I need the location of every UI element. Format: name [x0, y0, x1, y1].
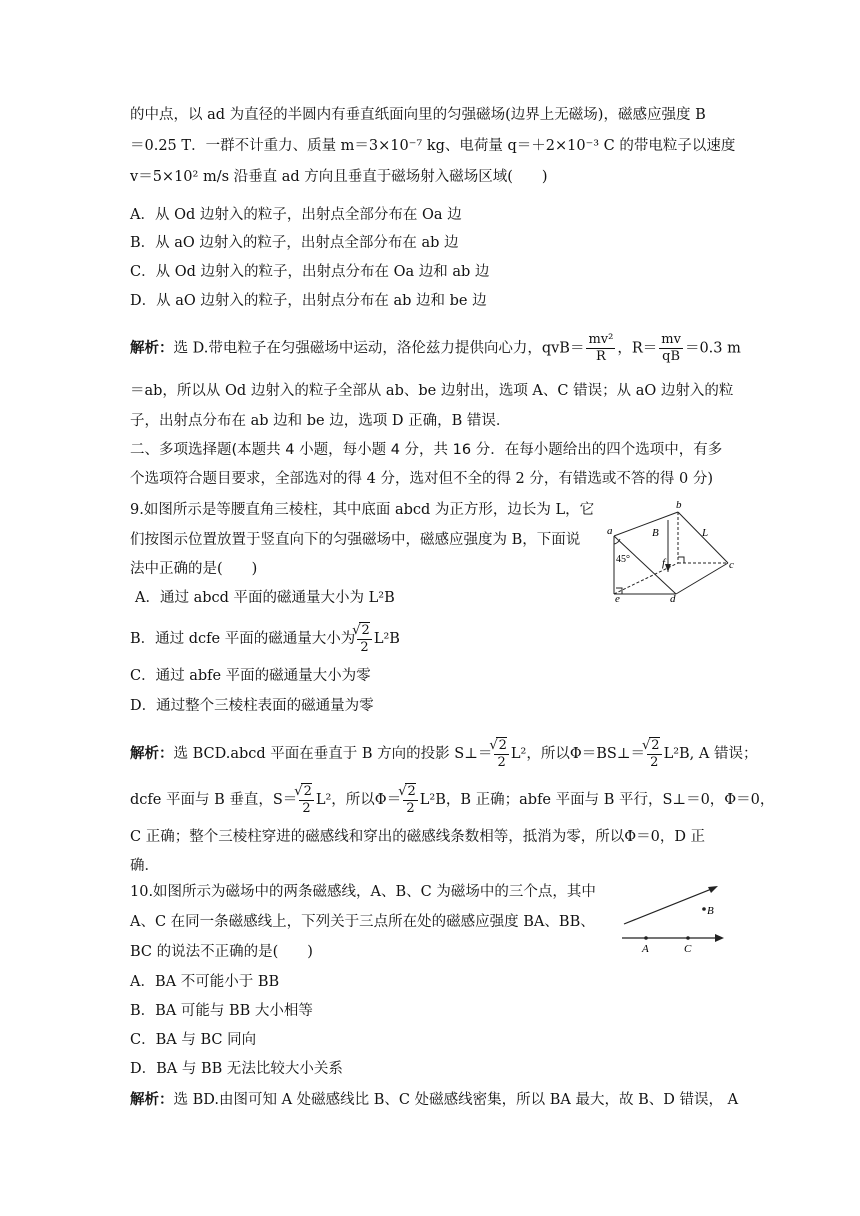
- q10-option-c: C．BA 与 BC 同向: [130, 1032, 257, 1048]
- q9-option-c: C．通过 abfe 平面的磁通量大小为零: [130, 668, 371, 684]
- q8-option-b: B．从 aO 边射入的粒子，出射点全部分布在 ab 边: [130, 235, 459, 251]
- q8-stem-line3: v＝5×10² m/s 沿垂直 ad 方向且垂直于磁场射入磁场区域( ): [130, 169, 548, 185]
- analysis-label: 解析：: [130, 1092, 174, 1108]
- q8-analysis-line3: 子，出射点分布在 ab 边和 be 边，选项 D 正确，B 错误．: [130, 413, 511, 429]
- q9-analysis-line3: C 正确；整个三棱柱穿进的磁感线和穿出的磁感线条数相等，抵消为零，所以Φ＝0，D 正: [130, 829, 706, 845]
- q9-analysis-line4: 确．: [130, 858, 159, 874]
- fraction: √ $\frac{2}{2}$: [403, 783, 418, 817]
- q10-stem-line2: A、C 在同一条磁感线上，下列关于三点所在处的磁感应强度 BA、BB、: [130, 914, 595, 930]
- q10-stem-line1: 10.如图所示为磁场中的两条磁感线，A、B、C 为磁场中的三个点，其中: [130, 884, 596, 900]
- analysis-label: 解析：: [130, 340, 174, 357]
- q9-option-b: B．通过 dcfe 平面的磁通量大小为 √ $\frac{2}{2}$ L²B: [130, 622, 400, 656]
- fraction: $\frac{\text{mv²}}{R}$: [588, 332, 614, 364]
- q10-option-d: D．BA 与 BB 无法比较大小关系: [130, 1061, 343, 1077]
- label-C: C: [684, 943, 692, 955]
- fraction: √ $\frac{2}{2}$: [647, 737, 662, 771]
- section-header-line1: 二、多项选择题(本题共 4 小题，每小题 4 分，共 16 分．在每小题给出的四个选项中，有多: [130, 442, 723, 458]
- q9-analysis-line1: 解析：选 BCD.abcd 平面在垂直于 B 方向的投影 S⊥＝ √ $\frac{2}{2}$ L²，所以Φ＝BS⊥＝ √ $\frac{2}{2}$ L²B, A 错误；: [130, 737, 757, 771]
- section-header-line2: 个选项符合题目要求，全部选对的得 4 分，选对但不全的得 2 分，有错选或不答的得 0 分): [130, 471, 713, 487]
- label-e: e: [615, 593, 620, 602]
- label-angle: 45°: [616, 554, 630, 565]
- label-L: L: [702, 527, 709, 539]
- q8-stem-line1: 的中点，以 ad 为直径的半圆内有垂直纸面向里的匀强磁场(边界上无磁场)，磁感应强度 B: [130, 107, 706, 123]
- analysis-label: 解析：: [130, 746, 174, 762]
- fraction: √ $\frac{2}{2}$: [299, 783, 314, 817]
- label-B: B: [707, 905, 714, 917]
- label-f: f: [662, 557, 666, 569]
- label-b: b: [676, 499, 682, 511]
- field-lines-figure: [618, 878, 730, 958]
- fraction: $\frac{mv}{qB}$: [661, 332, 681, 364]
- q9-stem-line2: 们按图示位置放置于竖直向下的匀强磁场中，磁感应强度为 B，下面说: [130, 532, 581, 548]
- q9-option-a: A．通过 abcd 平面的磁通量大小为 L²B: [135, 590, 395, 606]
- q10-stem-line3: BC 的说法不正确的是( ): [130, 944, 313, 960]
- label-d: d: [670, 593, 676, 602]
- q9-stem-line1: 9.如图所示是等腰直角三棱柱，其中底面 abcd 为正方形，边长为 L，它: [130, 502, 595, 518]
- q8-stem-line2: ＝0.25 T．一群不计重力、质量 m＝3×10⁻⁷ kg、电荷量 q＝＋2×10⁻³ C 的带电粒子以速度: [130, 138, 736, 154]
- q10-option-a: A．BA 不可能小于 BB: [130, 974, 280, 990]
- q8-analysis-line1: 解析：选 D.带电粒子在匀强磁场中运动，洛伦兹力提供向心力，qvB＝ $\frac{\text{mv²}}{R}$ ，R＝ $\frac{mv}{qB}$ ＝0.3 m: [130, 332, 741, 364]
- prism-figure: [606, 498, 736, 602]
- q9-option-d: D．通过整个三棱柱表面的磁通量为零: [130, 698, 374, 714]
- fraction: √ $\frac{2}{2}$: [494, 737, 509, 771]
- q10-analysis-line1: 解析：选 BD.由图可知 A 处磁感线比 B、C 处磁感线密集，所以 BA 最大，故 B、D 错误， A: [130, 1092, 739, 1108]
- q8-option-a: A．从 Od 边射入的粒子，出射点全部分布在 Oa 边: [130, 207, 462, 223]
- q9-stem-line3: 法中正确的是( ): [130, 561, 258, 577]
- q8-option-c: C．从 Od 边射入的粒子，出射点分布在 Oa 边和 ab 边: [130, 264, 490, 280]
- label-a: a: [607, 525, 613, 537]
- q8-analysis-line2: ＝ab，所以从 Od 边射入的粒子全部从 ab、be 边射出，选项 A、C 错误；从 aO 边射入的粒: [130, 383, 734, 399]
- q8-analysis-text: 选 D.带电粒子在匀强磁场中运动，洛伦兹力提供向心力，qvB＝: [173, 340, 585, 357]
- q9-analysis-line2: dcfe 平面与 B 垂直，S＝ √ $\frac{2}{2}$ L²，所以Φ＝ √ $\frac{2}{2}$ L²B，B 正确；abfe 平面与 B 平行，S⊥＝0，Φ＝0，: [130, 783, 774, 817]
- q8-option-d: D．从 aO 边射入的粒子，出射点分布在 ab 边和 be 边: [130, 293, 487, 309]
- fraction: √ $\frac{2}{2}$: [357, 622, 372, 656]
- label-c: c: [729, 559, 734, 571]
- label-A: A: [642, 943, 649, 955]
- q10-option-b: B．BA 可能与 BB 大小相等: [130, 1003, 313, 1019]
- label-B: B: [652, 527, 659, 539]
